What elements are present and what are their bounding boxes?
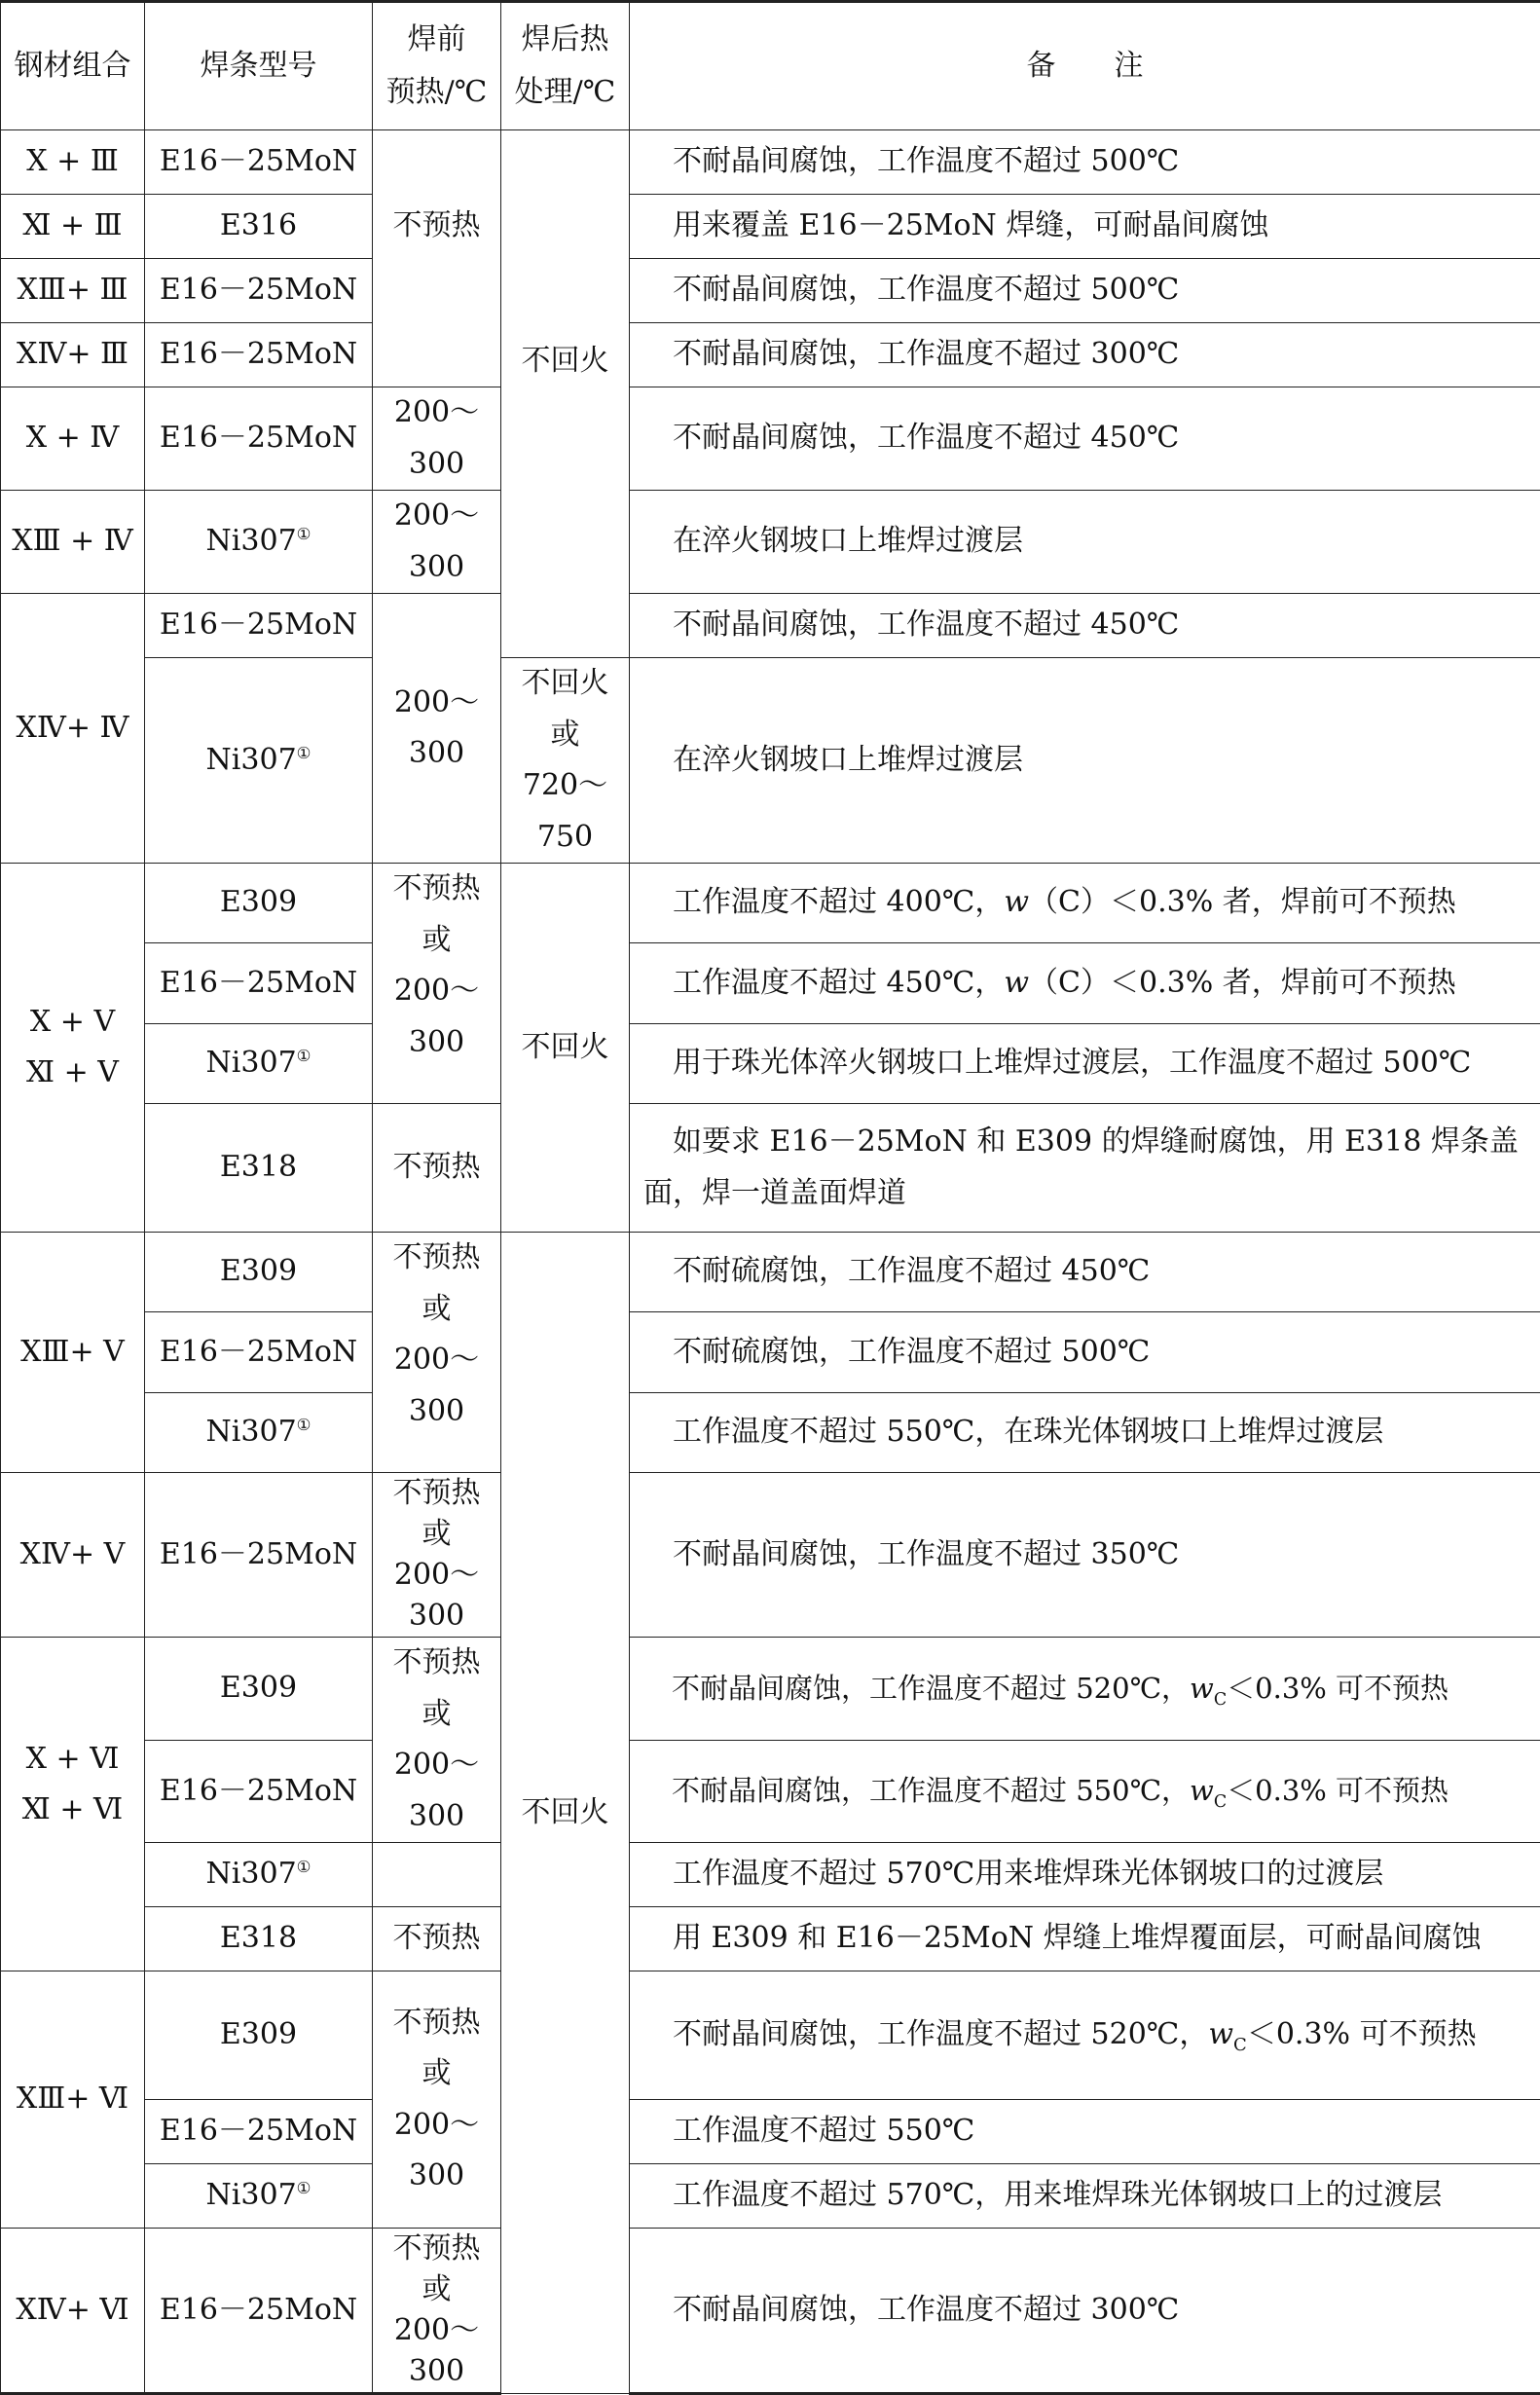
preheat-value-line1: 不预热或	[379, 1638, 495, 1740]
footnote-mark: ①	[297, 2179, 312, 2197]
steel-combination-cell: ⅩⅢ + Ⅳ	[1, 491, 145, 594]
mass-fraction-subscript: C	[1214, 1690, 1227, 1710]
electrode-cell: E16－25MoN	[145, 387, 373, 491]
table-row	[1, 2100, 1540, 2164]
remark-text: 用来覆盖 E16－25MoN 焊缝，可耐晶间腐蚀	[643, 201, 1532, 252]
table-row	[1, 658, 1540, 864]
steel-combination-cell: ⅩⅣ+ Ⅲ	[1, 323, 145, 387]
electrode-cell	[145, 2164, 373, 2229]
remark-cell	[630, 943, 1540, 1023]
postheat-value-line2: 720～750	[507, 760, 623, 863]
steel-combination-cell	[1, 1638, 145, 1971]
remark-text: 不耐晶间腐蚀，工作温度不超过 450℃	[643, 413, 1532, 464]
header-row	[1, 2, 1540, 130]
footnote-mark: ①	[297, 525, 312, 543]
steel-combination-cell: ⅩⅣ+ Ⅴ	[1, 1473, 145, 1638]
electrode-name: Ni307	[206, 1857, 297, 1891]
steel-combination-cell	[1, 864, 145, 1233]
remark-cell	[630, 2100, 1540, 2164]
steel-combination-cell: ⅩⅢ+ Ⅲ	[1, 259, 145, 323]
electrode-cell: E16－25MoN	[145, 594, 373, 658]
mass-fraction-symbol: w	[1004, 885, 1029, 919]
remark-text: 不耐晶间腐蚀，工作温度不超过 500℃	[643, 265, 1532, 316]
preheat-cell	[373, 1638, 501, 1843]
table-row	[1, 491, 1540, 594]
electrode-cell: E309	[145, 1233, 373, 1312]
footnote-mark: ①	[297, 744, 312, 762]
preheat-value-line1: 不预热或	[379, 864, 495, 966]
footnote-mark: ①	[297, 1858, 312, 1876]
table-row	[1, 323, 1540, 387]
table-row	[1, 1312, 1540, 1392]
preheat-cell: 不预热	[373, 1907, 501, 1971]
electrode-cell: E16－25MoN	[145, 323, 373, 387]
preheat-value-line2: 200～300	[379, 2100, 495, 2202]
mass-fraction-symbol: w	[1004, 966, 1029, 1000]
remark-text-part: 不耐晶间腐蚀，工作温度不超过 520℃，	[673, 2017, 1208, 2051]
preheat-cell	[373, 2229, 501, 2394]
footnote-mark: ①	[297, 1047, 312, 1065]
remark-text-part: 工作温度不超过 400℃，	[673, 885, 1004, 919]
postheat-value-line1: 不回火或	[507, 658, 623, 760]
remark-text-part: （C）＜0.3% 者，焊前可不预热	[1029, 966, 1456, 1000]
table-row	[1, 1740, 1540, 1843]
mass-fraction-symbol: w	[1190, 1774, 1214, 1807]
preheat-cell: 200～300	[373, 491, 501, 594]
remark-text: 在淬火钢坡口上堆焊过渡层	[643, 516, 1532, 568]
steel-combination-cell: ⅩⅣ+ Ⅵ	[1, 2229, 145, 2394]
remark-cell	[630, 1638, 1540, 1741]
electrode-cell: E16－25MoN	[145, 2100, 373, 2164]
preheat-value-line1: 不预热或	[379, 2229, 495, 2310]
preheat-cell	[373, 1971, 501, 2229]
steel-combination-cell: ⅩⅣ+ Ⅳ	[1, 594, 145, 864]
remark-cell	[630, 1843, 1540, 1907]
electrode-cell: E16－25MoN	[145, 1740, 373, 1843]
electrode-cell: E16－25MoN	[145, 1473, 373, 1638]
header-remarks: 备 注	[630, 2, 1540, 130]
remark-cell	[630, 2164, 1540, 2229]
remark-cell	[630, 1023, 1540, 1103]
table-row	[1, 1392, 1540, 1472]
preheat-cell	[373, 1473, 501, 1638]
mass-fraction-subscript: C	[1214, 1792, 1227, 1812]
remark-text-part: 不耐晶间腐蚀，工作温度不超过 520℃，	[672, 1672, 1190, 1705]
preheat-cell	[373, 864, 501, 1104]
preheat-cell	[373, 1843, 501, 1907]
steel-combination-cell: Ⅹ + Ⅲ	[1, 130, 145, 195]
preheat-cell: 200～300	[373, 387, 501, 491]
electrode-name: Ni307	[206, 1046, 297, 1080]
electrode-cell	[145, 1843, 373, 1907]
remark-text-part: ＜0.3% 可不预热	[1247, 2017, 1477, 2051]
remark-text-part: （C）＜0.3% 者，焊前可不预热	[1029, 885, 1456, 919]
electrode-cell: E16－25MoN	[145, 130, 373, 195]
electrode-name: Ni307	[206, 2178, 297, 2212]
postheat-cell	[501, 130, 630, 658]
electrode-cell: E16－25MoN	[145, 1312, 373, 1392]
table-row	[1, 594, 1540, 658]
table-row	[1, 2229, 1540, 2394]
electrode-cell: E16－25MoN	[145, 259, 373, 323]
remark-cell	[630, 130, 1540, 195]
table-row	[1, 1104, 1540, 1233]
remark-text: 用 E309 和 E16－25MoN 焊缝上堆焊覆面层，可耐晶间腐蚀	[643, 1913, 1532, 1965]
remark-text: 在淬火钢坡口上堆焊过渡层	[643, 735, 1532, 787]
preheat-value-line2: 200～300	[379, 966, 495, 1068]
remark-cell	[630, 1104, 1540, 1233]
electrode-name: Ni307	[206, 743, 297, 777]
electrode-cell: E316	[145, 195, 373, 259]
header-postheat-line1: 焊后热	[507, 14, 623, 66]
electrode-cell	[145, 1023, 373, 1103]
table-row	[1, 259, 1540, 323]
remark-text: 不耐硫腐蚀，工作温度不超过 500℃	[643, 1327, 1532, 1379]
steel-combination-line2: Ⅺ + Ⅵ	[7, 1785, 138, 1836]
preheat-value: 不预热	[379, 201, 495, 252]
electrode-cell	[145, 1392, 373, 1472]
remark-cell	[630, 491, 1540, 594]
table-row	[1, 1971, 1540, 2100]
table-row	[1, 195, 1540, 259]
preheat-value-line1: 不预热或	[379, 1473, 495, 1555]
remark-text-part: 工作温度不超过 450℃，	[673, 966, 1004, 1000]
remark-cell	[630, 1740, 1540, 1843]
preheat-value-line2: 200～300	[379, 1740, 495, 1842]
electrode-cell: E16－25MoN	[145, 2229, 373, 2394]
mass-fraction-symbol: w	[1208, 2017, 1233, 2051]
remark-text	[643, 1766, 1532, 1816]
remark-text: 不耐晶间腐蚀，工作温度不超过 450℃	[643, 600, 1532, 651]
remark-text-part: ＜0.3% 可不预热	[1227, 1774, 1448, 1807]
remark-text	[643, 958, 1532, 1010]
header-electrode-type: 焊条型号	[145, 2, 373, 130]
preheat-value-line1: 不预热或	[379, 1998, 495, 2100]
remark-cell	[630, 387, 1540, 491]
table-row	[1, 1907, 1540, 1971]
preheat-cell	[373, 1233, 501, 1473]
steel-combination-line2: Ⅺ + Ⅴ	[7, 1048, 138, 1099]
table-row	[1, 1473, 1540, 1638]
remark-text: 不耐晶间腐蚀，工作温度不超过 350℃	[643, 1529, 1532, 1581]
remark-text	[643, 2009, 1532, 2061]
remark-text-part: ＜0.3% 可不预热	[1227, 1672, 1448, 1705]
table-row	[1, 1638, 1540, 1741]
electrode-name: Ni307	[206, 1415, 297, 1449]
electrode-cell: E318	[145, 1907, 373, 1971]
postheat-cell: 不回火	[501, 864, 630, 1233]
remark-cell	[630, 323, 1540, 387]
footnote-mark: ①	[297, 1416, 312, 1434]
remark-text: 工作温度不超过 570℃，用来堆焊珠光体钢坡口上的过渡层	[643, 2170, 1532, 2222]
preheat-value-line2: 200～300	[379, 1555, 495, 1637]
remark-cell	[630, 1233, 1540, 1312]
header-postheat-line2: 处理/℃	[507, 66, 623, 119]
remark-text: 工作温度不超过 550℃，在珠光体钢坡口上堆焊过渡层	[643, 1407, 1532, 1458]
steel-combination-line1: Ⅹ + Ⅵ	[7, 1734, 138, 1786]
remark-text: 不耐晶间腐蚀，工作温度不超过 300℃	[643, 2285, 1532, 2337]
remark-cell	[630, 259, 1540, 323]
mass-fraction-subscript: C	[1233, 2035, 1247, 2055]
postheat-cell	[501, 658, 630, 864]
header-steel-combination: 钢材组合	[1, 2, 145, 130]
table-row	[1, 130, 1540, 195]
table-row	[1, 2164, 1540, 2229]
header-preheat-line1: 焊前	[379, 14, 495, 66]
remark-cell	[630, 1907, 1540, 1971]
remark-cell	[630, 1473, 1540, 1638]
remark-cell	[630, 195, 1540, 259]
remark-cell	[630, 2229, 1540, 2394]
steel-combination-line1: Ⅹ + Ⅴ	[7, 997, 138, 1049]
electrode-cell: E16－25MoN	[145, 943, 373, 1023]
remark-text	[643, 877, 1532, 929]
remark-text: 如要求 E16－25MoN 和 E309 的焊缝耐腐蚀，用 E318 焊条盖面，焊一道盖面焊道	[643, 1117, 1532, 1219]
remark-cell	[630, 594, 1540, 658]
remark-cell	[630, 1312, 1540, 1392]
remark-text: 不耐晶间腐蚀，工作温度不超过 300℃	[643, 329, 1532, 381]
preheat-value-line2: 200～300	[379, 1335, 495, 1437]
remark-cell	[630, 864, 1540, 943]
preheat-cell	[373, 130, 501, 387]
electrode-cell: E309	[145, 864, 373, 943]
mass-fraction-symbol: w	[1190, 1672, 1214, 1705]
table-row	[1, 1023, 1540, 1103]
preheat-value-line1: 不预热或	[379, 1233, 495, 1335]
preheat-cell: 200～300	[373, 594, 501, 864]
table-row	[1, 943, 1540, 1023]
preheat-cell: 不预热	[373, 1104, 501, 1233]
electrode-cell: E309	[145, 1638, 373, 1741]
table-row	[1, 864, 1540, 943]
electrode-cell: E318	[145, 1104, 373, 1233]
remark-text: 不耐晶间腐蚀，工作温度不超过 500℃	[643, 136, 1532, 188]
remark-cell	[630, 658, 1540, 864]
electrode-cell	[145, 491, 373, 594]
electrode-name: Ni307	[206, 524, 297, 558]
postheat-value: 不回火	[507, 336, 623, 387]
header-postheat	[501, 2, 630, 130]
header-preheat	[373, 2, 501, 130]
electrode-cell	[145, 658, 373, 864]
remark-text: 用于珠光体淬火钢坡口上堆焊过渡层，工作温度不超过 500℃	[643, 1038, 1532, 1089]
electrode-cell: E309	[145, 1971, 373, 2100]
postheat-cell: 不回火	[501, 1233, 630, 2394]
remark-text: 不耐硫腐蚀，工作温度不超过 450℃	[643, 1246, 1532, 1298]
remark-cell	[630, 1971, 1540, 2100]
remark-text: 工作温度不超过 570℃用来堆焊珠光体钢坡口的过渡层	[643, 1849, 1532, 1900]
remark-text-part: 不耐晶间腐蚀，工作温度不超过 550℃，	[672, 1774, 1190, 1807]
steel-combination-cell: ⅩⅢ+ Ⅵ	[1, 1971, 145, 2229]
steel-combination-cell: Ⅺ + Ⅲ	[1, 195, 145, 259]
remark-cell	[630, 1392, 1540, 1472]
table-row	[1, 1843, 1540, 1907]
table-row	[1, 387, 1540, 491]
steel-combination-cell: ⅩⅢ+ Ⅴ	[1, 1233, 145, 1473]
table-row	[1, 1233, 1540, 1312]
steel-combination-cell: Ⅹ + Ⅳ	[1, 387, 145, 491]
preheat-value-line2: 200～300	[379, 2310, 495, 2392]
remark-text: 工作温度不超过 550℃	[643, 2106, 1532, 2157]
remark-text	[643, 1664, 1532, 1713]
header-preheat-line2: 预热/℃	[379, 66, 495, 119]
